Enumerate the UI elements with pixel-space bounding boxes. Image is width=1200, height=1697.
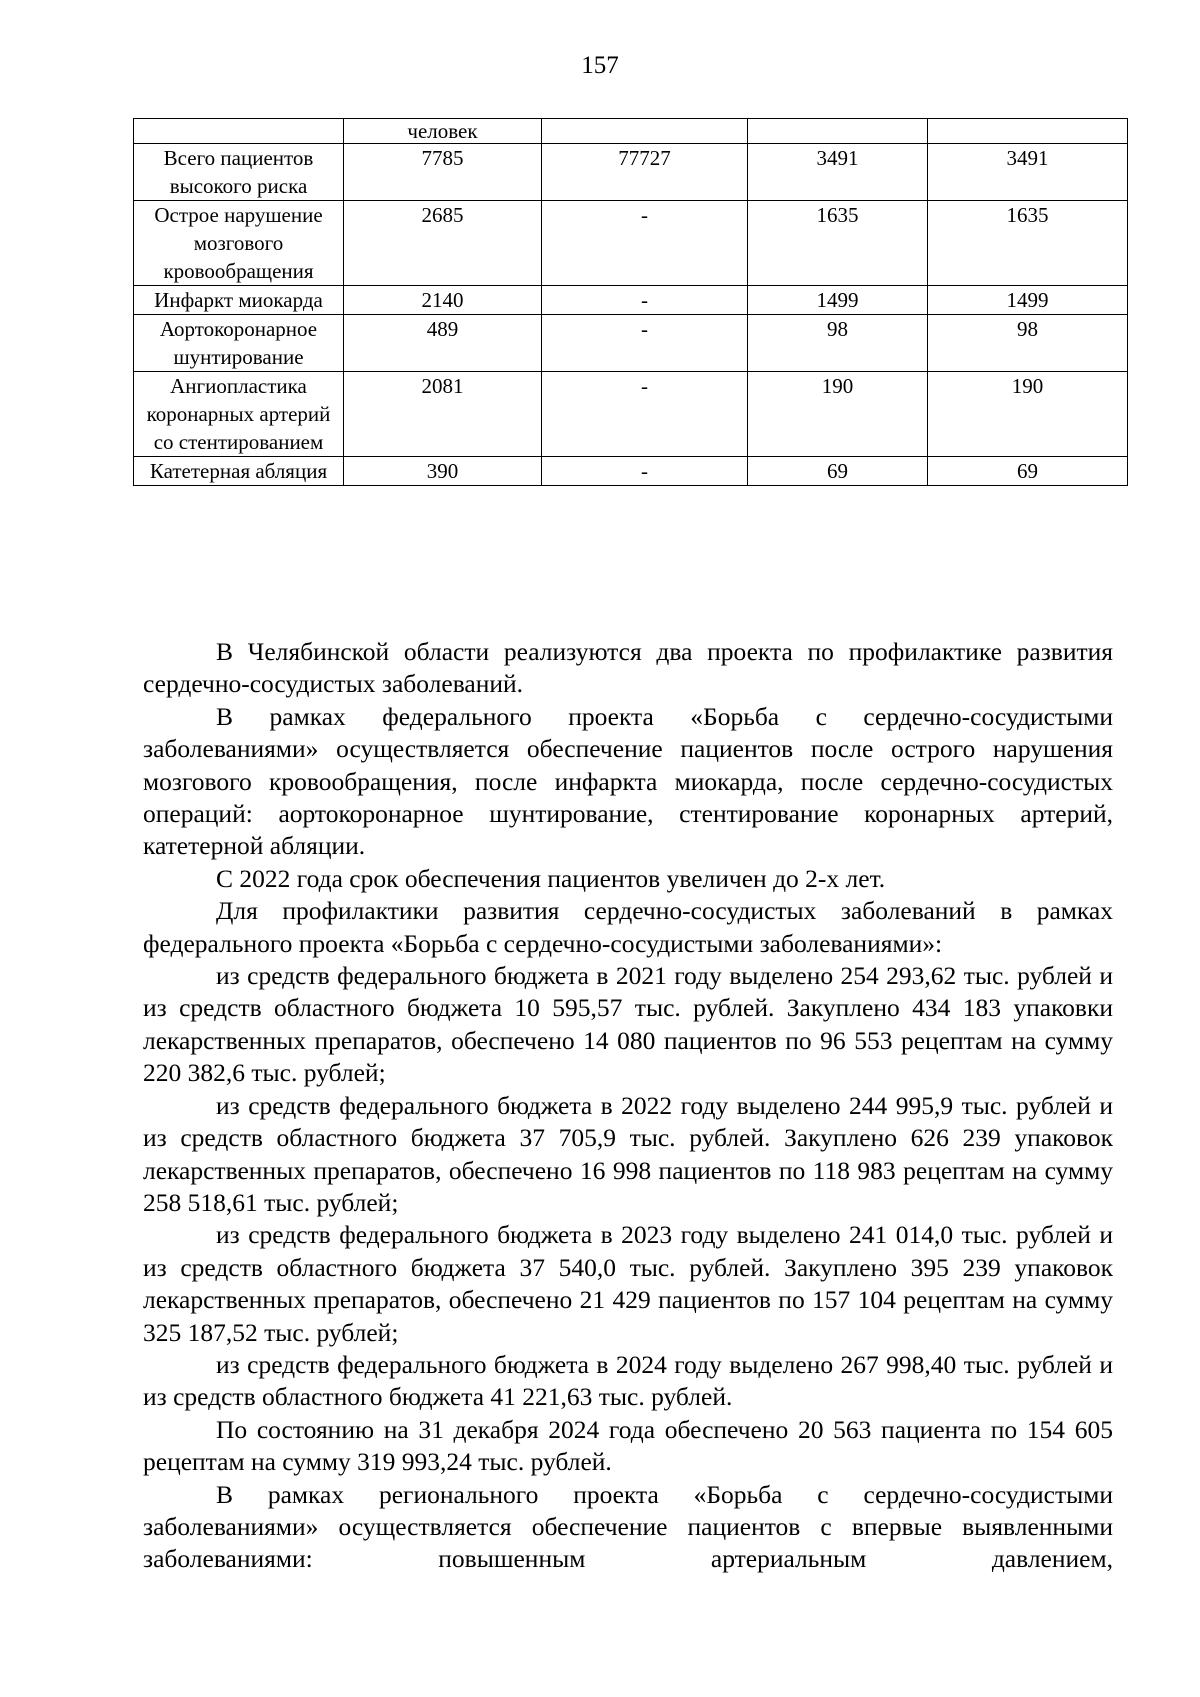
table-cell: 1499 [748, 286, 928, 315]
paragraph: из средств федерального бюджета в 2024 году выделено 267 998,40 тыс. рублей и из средств областного бюджета 41 221,63 тыс. рублей. [143, 1349, 1113, 1412]
table-row [134, 144, 1128, 201]
paragraph: В Челябинской области реализуются два проекта по профилактике развития сердечно-сосудистых заболеваний. [143, 637, 1113, 699]
table-cell: 98 [928, 315, 1128, 372]
row-label: Всего пациентов высокого риска [134, 144, 344, 201]
patients-table [133, 118, 1128, 486]
table-cell: 489 [344, 315, 542, 372]
table-cell: - [542, 286, 748, 315]
table-cell: 1635 [748, 201, 928, 286]
paragraph: В рамках регионального проекта «Борьба с сердечно-сосудистыми заболеваниями» осуществляется обеспечение пациентов с впервые выявленными заболеваниями: повышенным артериальным давлением, [143, 1479, 1113, 1574]
table-cell: 69 [748, 457, 928, 486]
body-text [143, 636, 1113, 1576]
row-label: Острое нарушение мозгового кровообращения [134, 201, 344, 286]
table-cell: человек [344, 119, 542, 144]
table-cell [542, 119, 748, 144]
paragraph: из средств федерального бюджета в 2022 году выделено 244 995,9 тыс. рублей и из средств областного бюджета 37 705,9 тыс. рублей. Закуплено 626 239 упаковок лекарственных препаратов, обеспечено 16 998 пациентов по 118 983 рецептам на сумму 258 518,61 тыс. рублей; [143, 1090, 1113, 1217]
paragraph: В рамках федерального проекта «Борьба с сердечно-сосудистыми заболеваниями» осуществляется обеспечение пациентов после острого нарушения мозгового кровообращения, после инфаркта миокарда, после сердечно-сосудистых операций: аортокоронарное шунтирование, стентирование коронарных артерий, катетерной абляции. [143, 701, 1113, 861]
row-label: Ангиопластика коронарных артерий со стентированием [134, 372, 344, 457]
row-label: Катетерная абляция [134, 457, 344, 486]
table-cell: - [542, 457, 748, 486]
paragraph: По состоянию на 31 декабря 2024 года обеспечено 20 563 пациента по 154 605 рецептам на сумму 319 993,24 тыс. рублей. [143, 1414, 1113, 1477]
page-number: 157 [581, 52, 619, 79]
row-label: Инфаркт миокарда [134, 286, 344, 315]
table-cell: 390 [344, 457, 542, 486]
table-cell: 2140 [344, 286, 542, 315]
table-row [134, 372, 1128, 457]
table-cell: 1635 [928, 201, 1128, 286]
table-row [134, 201, 1128, 286]
table-cell [134, 119, 344, 144]
table-cell: 3491 [928, 144, 1128, 201]
table-cell: 69 [928, 457, 1128, 486]
table-cell: 2685 [344, 201, 542, 286]
table-cell: - [542, 372, 748, 457]
table-cell: 190 [928, 372, 1128, 457]
paragraph: из средств федерального бюджета в 2021 году выделено 254 293,62 тыс. рублей и из средств областного бюджета 10 595,57 тыс. рублей. Закуплено 434 183 упаковки лекарственных препаратов, обеспечено 14 080 пациентов по 96 553 рецептам на сумму 220 382,6 тыс. рублей; [143, 961, 1113, 1088]
paragraph: из средств федерального бюджета в 2023 году выделено 241 014,0 тыс. рублей и из средств областного бюджета 37 540,0 тыс. рублей. Закуплено 395 239 упаковок лекарственных препаратов, обеспечено 21 429 пациентов по 157 104 рецептам на сумму 325 187,52 тыс. рублей; [143, 1220, 1113, 1347]
table-row [134, 315, 1128, 372]
row-label: Аортокоронарное шунтирование [134, 315, 344, 372]
table-cell: - [542, 315, 748, 372]
table-cell [928, 119, 1128, 144]
paragraph: Для профилактики развития сердечно-сосудистых заболеваний в рамках федерального проекта «Борьба с сердечно-сосудистыми заболеваниями»: [143, 896, 1113, 958]
table-cell: 1499 [928, 286, 1128, 315]
table-cell: 7785 [344, 144, 542, 201]
table-cell: 190 [748, 372, 928, 457]
table-row [134, 286, 1128, 315]
table-cell: - [542, 201, 748, 286]
table-cell [748, 119, 928, 144]
table-cell: 3491 [748, 144, 928, 201]
paragraph: С 2022 года срок обеспечения пациентов увеличен до 2-х лет. [216, 863, 886, 893]
table-cell: 77727 [542, 144, 748, 201]
table-row [134, 119, 1128, 144]
table-cell: 2081 [344, 372, 542, 457]
table-row [134, 457, 1128, 486]
table-cell: 98 [748, 315, 928, 372]
